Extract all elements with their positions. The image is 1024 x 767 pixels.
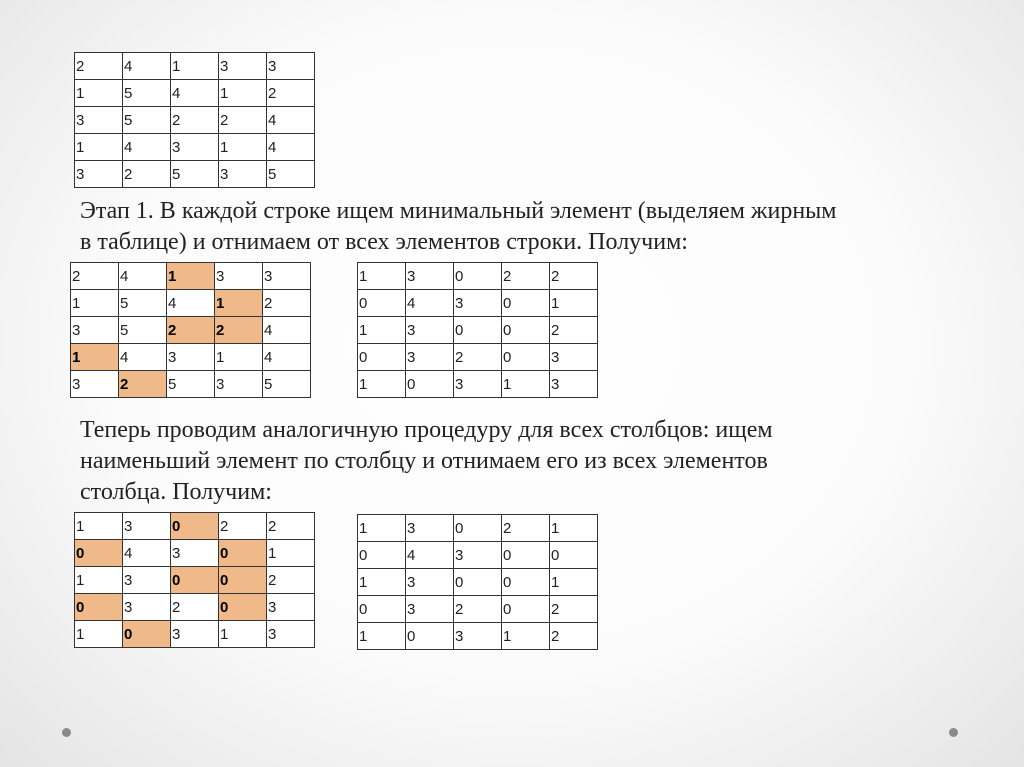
matrix-cell: 2 — [454, 596, 502, 623]
matrix-cell: 1 — [267, 540, 315, 567]
matrix-cell: 3 — [167, 344, 215, 371]
matrix-cell: 3 — [550, 371, 598, 398]
matrix-cell: 2 — [550, 263, 598, 290]
matrix-cell: 2 — [454, 344, 502, 371]
matrix-cell: 4 — [267, 134, 315, 161]
step1-line-2: в таблице) и отнимаем от всех элементов строки. Получим: — [80, 229, 688, 255]
matrix-cell: 0 — [454, 569, 502, 596]
step2-line-3: столбца. Получим: — [80, 479, 272, 505]
matrix-cell: 4 — [406, 290, 454, 317]
matrix-cell: 4 — [263, 317, 311, 344]
matrix-cell: 0 — [358, 542, 406, 569]
matrix-cell: 3 — [406, 569, 454, 596]
matrix-cell: 3 — [406, 263, 454, 290]
col-min-marked-matrix — [74, 512, 315, 648]
matrix-cell: 4 — [119, 263, 167, 290]
matrix-cell: 4 — [171, 80, 219, 107]
matrix-row — [358, 623, 598, 650]
matrix-cell: 3 — [75, 107, 123, 134]
matrix-row — [71, 290, 311, 317]
matrix-cell: 3 — [123, 513, 171, 540]
matrix-cell-min: 0 — [219, 567, 267, 594]
matrix-cell: 1 — [219, 134, 267, 161]
matrix-cell: 3 — [406, 515, 454, 542]
matrix-cell: 1 — [75, 621, 123, 648]
slide-corner-dot-left — [62, 728, 71, 737]
matrix-cell-min: 1 — [71, 344, 119, 371]
matrix-cell: 2 — [267, 567, 315, 594]
matrix-cell: 5 — [119, 290, 167, 317]
matrix-cell-min: 0 — [171, 513, 219, 540]
matrix-cell: 3 — [550, 344, 598, 371]
matrix-cell: 1 — [502, 371, 550, 398]
matrix-cell: 4 — [167, 290, 215, 317]
matrix-cell: 1 — [550, 515, 598, 542]
matrix-row — [358, 596, 598, 623]
matrix-cell-min: 2 — [215, 317, 263, 344]
matrix-cell: 3 — [406, 344, 454, 371]
matrix-cell: 0 — [406, 623, 454, 650]
matrix-cell: 1 — [358, 317, 406, 344]
matrix-cell: 1 — [219, 621, 267, 648]
step2-text — [80, 415, 773, 508]
matrix-cell: 5 — [171, 161, 219, 188]
row-reduced-matrix — [357, 262, 598, 398]
matrix-cell: 3 — [123, 567, 171, 594]
matrix-cell: 3 — [406, 596, 454, 623]
matrix-cell: 1 — [75, 134, 123, 161]
matrix-cell: 2 — [267, 80, 315, 107]
matrix-cell-min: 0 — [171, 567, 219, 594]
matrix-cell-min: 2 — [167, 317, 215, 344]
matrix-cell: 0 — [502, 542, 550, 569]
step2-line-1: Теперь проводим аналогичную процедуру для всех столбцов: ищем — [80, 417, 773, 443]
matrix-cell: 1 — [75, 513, 123, 540]
matrix-cell: 0 — [502, 317, 550, 344]
row-min-marked-matrix — [70, 262, 311, 398]
matrix-cell: 3 — [71, 317, 119, 344]
matrix-cell: 3 — [215, 371, 263, 398]
matrix-cell: 4 — [267, 107, 315, 134]
matrix-cell: 1 — [219, 80, 267, 107]
matrix-cell: 1 — [75, 567, 123, 594]
matrix-row — [75, 53, 315, 80]
matrix-cell: 2 — [267, 513, 315, 540]
matrix-cell: 3 — [406, 317, 454, 344]
matrix-cell: 1 — [71, 290, 119, 317]
matrix-cell: 1 — [215, 344, 263, 371]
matrix-cell: 3 — [454, 290, 502, 317]
matrix-cell: 0 — [502, 344, 550, 371]
matrix-cell: 5 — [123, 80, 171, 107]
matrix-row — [358, 263, 598, 290]
matrix-cell: 4 — [119, 344, 167, 371]
matrix-cell: 3 — [267, 53, 315, 80]
matrix-cell: 3 — [267, 621, 315, 648]
matrix-row — [75, 161, 315, 188]
step1-line-1: Этап 1. В каждой строке ищем минимальный элемент (выделяем жирным — [80, 198, 837, 224]
matrix-cell: 2 — [75, 53, 123, 80]
matrix-cell: 1 — [358, 623, 406, 650]
original-matrix — [74, 52, 315, 188]
matrix-cell: 1 — [550, 290, 598, 317]
matrix-cell: 2 — [502, 515, 550, 542]
matrix-cell: 2 — [71, 263, 119, 290]
matrix-cell-min: 1 — [167, 263, 215, 290]
matrix-row — [75, 80, 315, 107]
matrix-row — [75, 594, 315, 621]
matrix-cell: 4 — [123, 53, 171, 80]
matrix-cell: 3 — [267, 594, 315, 621]
matrix-row — [75, 540, 315, 567]
matrix-row — [358, 542, 598, 569]
matrix-cell: 0 — [454, 263, 502, 290]
matrix-cell-min: 0 — [75, 594, 123, 621]
matrix-cell: 4 — [406, 542, 454, 569]
matrix-row — [358, 515, 598, 542]
matrix-cell: 1 — [502, 623, 550, 650]
matrix-cell-min: 0 — [123, 621, 171, 648]
matrix-cell-min: 0 — [219, 540, 267, 567]
matrix-cell: 3 — [171, 540, 219, 567]
col-reduced-matrix — [357, 514, 598, 650]
matrix-row — [75, 134, 315, 161]
matrix-cell: 3 — [263, 263, 311, 290]
matrix-cell: 3 — [71, 371, 119, 398]
matrix-cell: 2 — [263, 290, 311, 317]
matrix-cell-min: 1 — [215, 290, 263, 317]
matrix-cell: 0 — [550, 542, 598, 569]
matrix-cell: 0 — [502, 569, 550, 596]
matrix-row — [75, 621, 315, 648]
matrix-cell: 3 — [171, 621, 219, 648]
matrix-cell: 0 — [502, 290, 550, 317]
slide-corner-dot-right — [949, 728, 958, 737]
matrix-cell: 3 — [171, 134, 219, 161]
matrix-cell: 2 — [550, 317, 598, 344]
matrix-cell: 2 — [171, 107, 219, 134]
matrix-cell: 1 — [550, 569, 598, 596]
matrix-row — [71, 317, 311, 344]
matrix-cell: 5 — [267, 161, 315, 188]
matrix-cell: 1 — [358, 515, 406, 542]
matrix-row — [75, 567, 315, 594]
matrix-cell: 1 — [358, 569, 406, 596]
matrix-cell: 0 — [454, 317, 502, 344]
matrix-cell: 2 — [550, 596, 598, 623]
matrix-cell: 5 — [167, 371, 215, 398]
matrix-cell: 3 — [219, 53, 267, 80]
matrix-row — [71, 344, 311, 371]
matrix-cell: 0 — [358, 596, 406, 623]
matrix-cell: 3 — [219, 161, 267, 188]
matrix-cell: 3 — [454, 371, 502, 398]
matrix-cell: 0 — [502, 596, 550, 623]
matrix-cell: 3 — [123, 594, 171, 621]
step1-text — [80, 196, 836, 258]
matrix-cell: 0 — [406, 371, 454, 398]
matrix-cell: 0 — [454, 515, 502, 542]
matrix-cell: 3 — [454, 542, 502, 569]
matrix-row — [75, 513, 315, 540]
matrix-cell: 0 — [358, 344, 406, 371]
matrix-cell: 5 — [119, 317, 167, 344]
matrix-cell: 2 — [123, 161, 171, 188]
matrix-cell: 1 — [75, 80, 123, 107]
step2-line-2: наименьший элемент по столбцу и отнимаем его из всех элементов — [80, 448, 768, 474]
matrix-row — [71, 371, 311, 398]
matrix-cell-min: 0 — [75, 540, 123, 567]
matrix-row — [358, 344, 598, 371]
matrix-cell: 2 — [219, 513, 267, 540]
matrix-cell: 4 — [123, 134, 171, 161]
matrix-cell: 2 — [219, 107, 267, 134]
matrix-cell: 2 — [502, 263, 550, 290]
matrix-cell: 1 — [358, 371, 406, 398]
matrix-row — [358, 290, 598, 317]
matrix-cell: 4 — [263, 344, 311, 371]
matrix-cell: 1 — [171, 53, 219, 80]
matrix-row — [358, 371, 598, 398]
matrix-cell-min: 2 — [119, 371, 167, 398]
matrix-cell-min: 0 — [219, 594, 267, 621]
matrix-cell: 4 — [123, 540, 171, 567]
matrix-cell: 3 — [75, 161, 123, 188]
matrix-cell: 3 — [215, 263, 263, 290]
matrix-cell: 5 — [263, 371, 311, 398]
matrix-cell: 0 — [358, 290, 406, 317]
matrix-row — [358, 569, 598, 596]
matrix-cell: 2 — [171, 594, 219, 621]
matrix-cell: 2 — [550, 623, 598, 650]
matrix-row — [358, 317, 598, 344]
matrix-cell: 1 — [358, 263, 406, 290]
matrix-cell: 3 — [454, 623, 502, 650]
matrix-cell: 5 — [123, 107, 171, 134]
matrix-row — [75, 107, 315, 134]
matrix-row — [71, 263, 311, 290]
